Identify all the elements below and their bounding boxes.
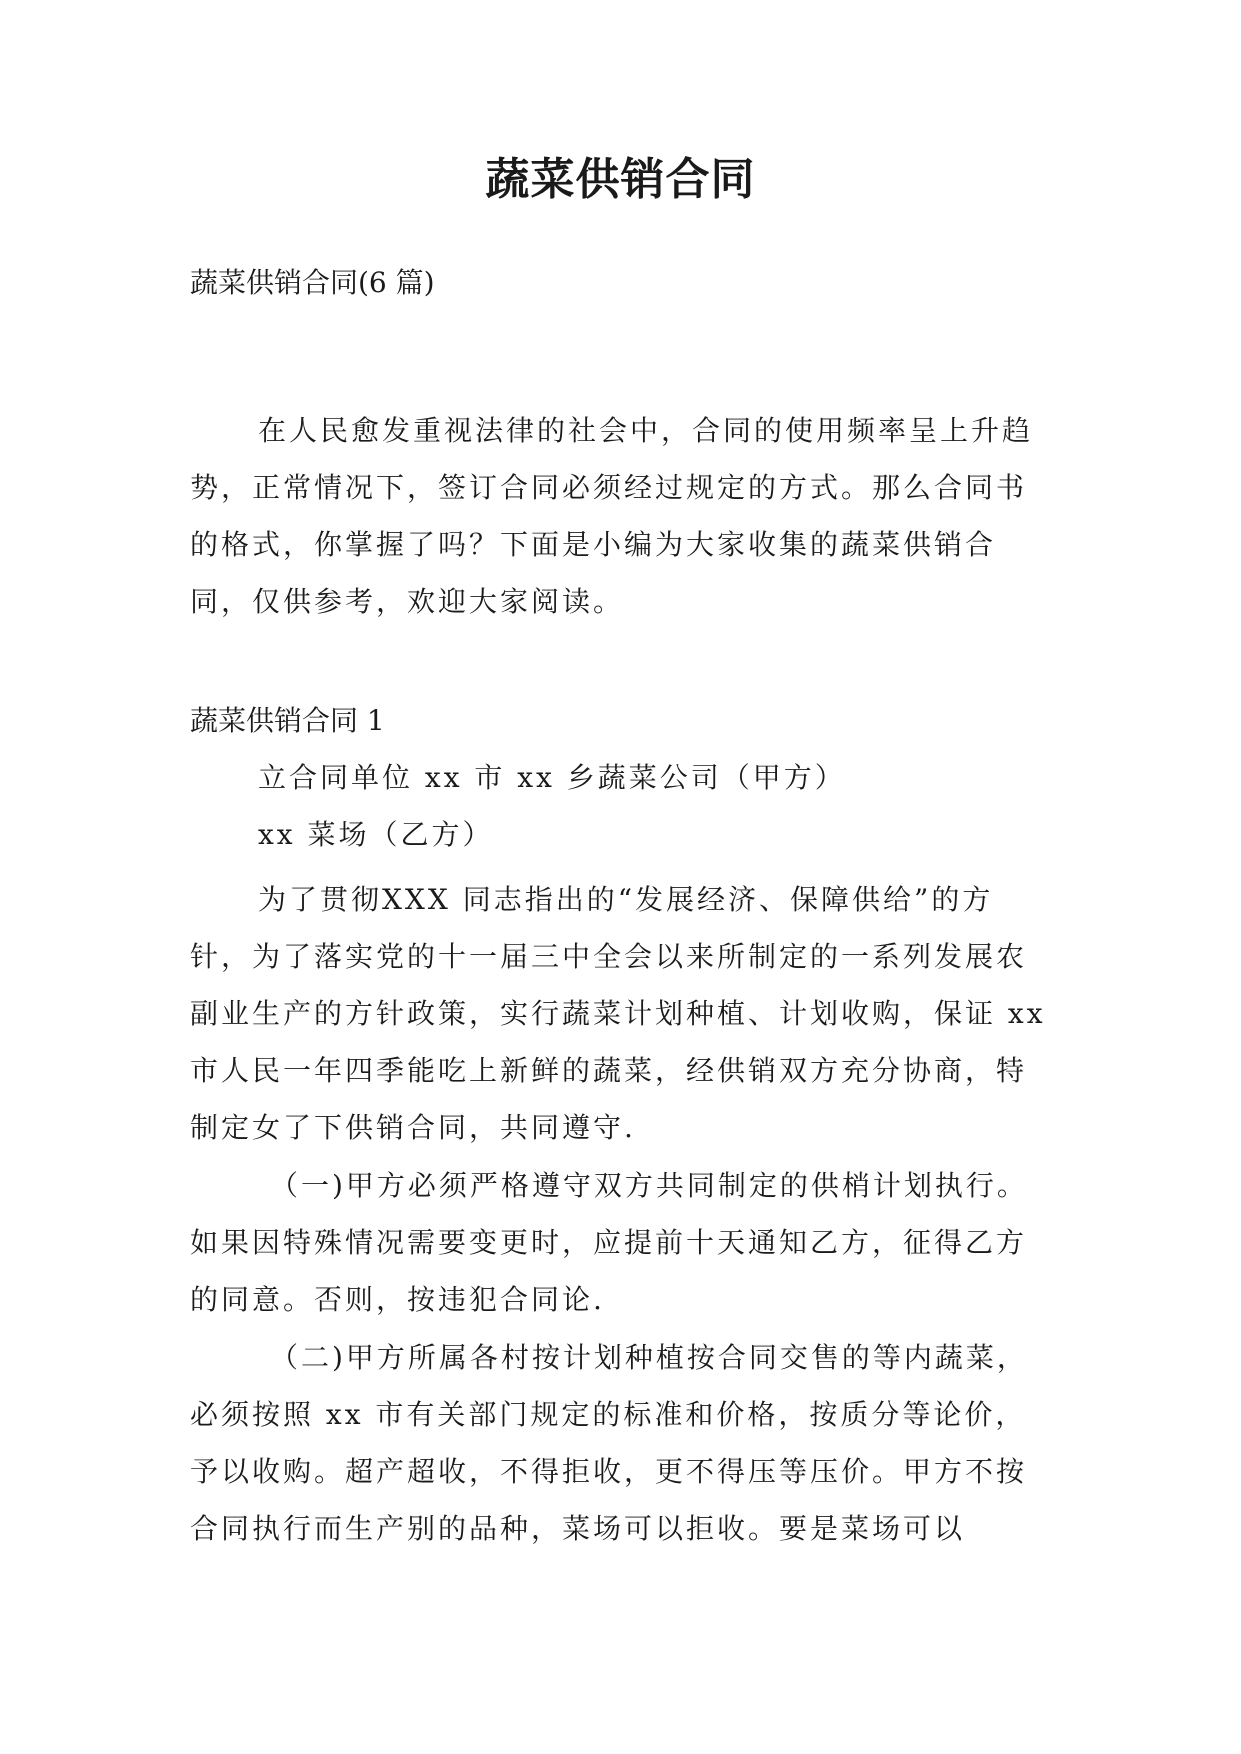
- party-a-line: 立合同单位 xx 市 xx 乡蔬菜公司（甲方）: [258, 761, 846, 794]
- intro-paragraph: 在人民愈发重视法律的社会中，合同的使用频率呈上升趋势，正常情况下，签订合同必须经过规定的方式。那么合同书的格式，你掌握了吗？下面是小编为大家收集的蔬菜供销合同，仅供参考，欢迎大家阅读。: [190, 414, 1034, 618]
- section-heading: 蔬菜供销合同 1: [190, 704, 385, 737]
- clause-1-paragraph: （一)甲方必须严格遵守双方共同制定的供梢计划执行。如果因特殊情况需要变更时，应提前十天通知乙方，征得乙方的同意。否则，按违犯合同论.: [190, 1169, 1028, 1316]
- clause-2-paragraph: （二)甲方所属各村按计划种植按合同交售的等内蔬菜，必须按照 xx 市有关部门规定的标准和价格，按质分等论价，予以收购。超产超收，不得拒收，更不得压等压价。甲方不按合同执行而生产别的品种，菜场可以拒收。要是菜场可以: [190, 1341, 1028, 1545]
- document-subtitle: 蔬菜供销合同(6 篇): [190, 266, 435, 299]
- document-title: 蔬菜供销合同: [485, 154, 756, 205]
- party-b-line: xx 菜场（乙方）: [258, 818, 494, 851]
- article-paragraph: 为了贯彻XXX 同志指出的“发展经济、保障供给”的方针，为了落实党的十一届三中全会以来所制定的一系列发展农副业生产的方针政策，实行蔬菜计划种植、计划收购，保证 xx 市人民一年四季能吃上新鲜的蔬菜，经供销双方充分协商，特制定女了下供销合同，共同遵守.: [190, 883, 1046, 1144]
